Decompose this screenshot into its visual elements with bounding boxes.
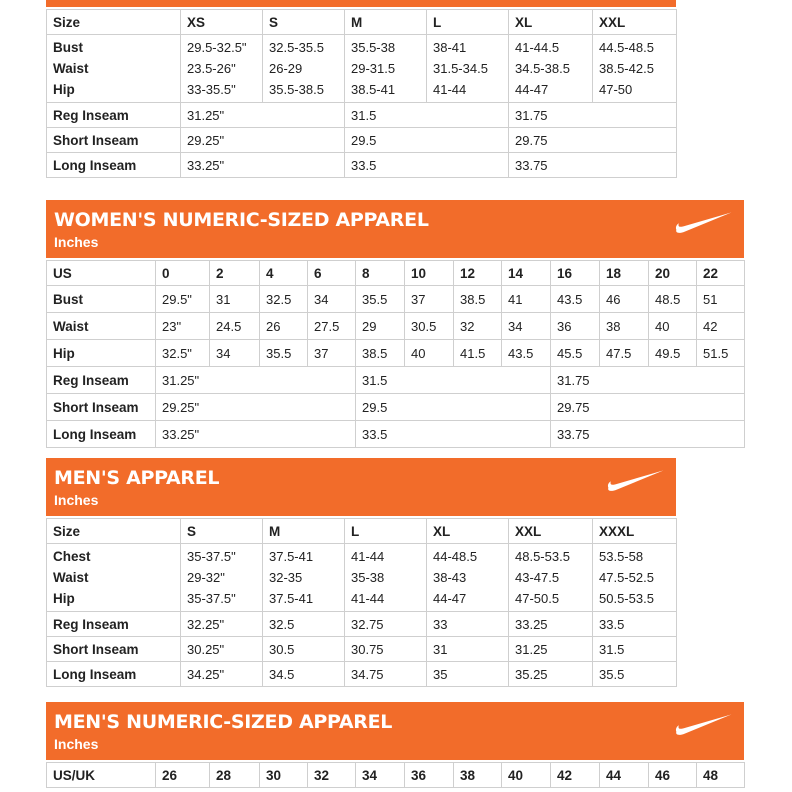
row-label: Reg Inseam: [47, 367, 156, 394]
inseam-cell: 31.75: [551, 367, 745, 394]
table-row: [47, 612, 677, 637]
table-row: [47, 286, 745, 313]
row-label: Reg Inseam: [47, 103, 181, 128]
column-header: 20: [649, 261, 697, 286]
size-cell: 42: [697, 313, 745, 340]
size-cell: 38: [600, 313, 649, 340]
inseam-cell: 33.75: [509, 153, 677, 178]
column-header: 22: [697, 261, 745, 286]
section-title: WOMEN'S NUMERIC-SIZED APPAREL: [54, 209, 429, 231]
size-cell: 32.5-35.5 26-29 35.5-38.5: [263, 35, 345, 103]
table-header-row: [47, 10, 677, 35]
column-header: 26: [156, 763, 210, 788]
row-label: Hip: [53, 591, 75, 606]
size-cell: 45.5: [551, 340, 600, 367]
inseam-cell: 31.5: [356, 367, 551, 394]
column-header: 48: [697, 763, 745, 788]
inseam-cell: 34.25": [181, 662, 263, 687]
size-cell: 29: [356, 313, 405, 340]
inseam-cell: 32.75: [345, 612, 427, 637]
inseam-cell: 31.5: [593, 637, 677, 662]
column-header: 8: [356, 261, 405, 286]
column-header: XL: [427, 519, 509, 544]
table-header-row: [47, 519, 677, 544]
column-header: XXL: [593, 10, 677, 35]
size-cell: 41: [502, 286, 551, 313]
column-header: S: [263, 10, 345, 35]
column-header: 44: [600, 763, 649, 788]
column-header: XS: [181, 10, 263, 35]
size-cell: 32: [454, 313, 502, 340]
column-header: 0: [156, 261, 210, 286]
table-row: [47, 35, 677, 103]
column-header: 42: [551, 763, 600, 788]
size-cell: 41.5: [454, 340, 502, 367]
inseam-cell: 33.75: [551, 421, 745, 448]
measure-labels: [47, 544, 181, 612]
size-cell: 38.5: [356, 340, 405, 367]
table-row: [47, 662, 677, 687]
size-cell: 37: [405, 286, 454, 313]
table-row: [47, 421, 745, 448]
column-header: 30: [260, 763, 308, 788]
row-label: Bust: [53, 40, 83, 55]
size-cell: 44.5-48.5 38.5-42.5 47-50: [593, 35, 677, 103]
size-cell: 48.5-53.5 43-47.5 47-50.5: [509, 544, 593, 612]
inseam-cell: 31.25": [181, 103, 345, 128]
inseam-cell: 30.5: [263, 637, 345, 662]
nike-swoosh-icon: [606, 468, 666, 492]
size-cell: 32.5: [260, 286, 308, 313]
column-header: XL: [509, 10, 593, 35]
column-header: US/UK: [47, 763, 156, 788]
column-header: US: [47, 261, 156, 286]
column-header: 18: [600, 261, 649, 286]
inseam-cell: 31.25": [156, 367, 356, 394]
table-row: [47, 394, 745, 421]
size-cell: 29.5": [156, 286, 210, 313]
size-cell: 35-37.5" 29-32" 35-37.5": [181, 544, 263, 612]
column-header: M: [345, 10, 427, 35]
table-row: [47, 128, 677, 153]
inseam-cell: 29.75: [509, 128, 677, 153]
size-cell: 38-41 31.5-34.5 41-44: [427, 35, 509, 103]
section-unit: Inches: [54, 492, 99, 508]
column-header: 38: [454, 763, 502, 788]
inseam-cell: 34.75: [345, 662, 427, 687]
inseam-cell: 30.75: [345, 637, 427, 662]
section-unit: Inches: [54, 234, 99, 250]
column-header: XXL: [509, 519, 593, 544]
inseam-cell: 33.25: [509, 612, 593, 637]
inseam-cell: 33.5: [593, 612, 677, 637]
column-header: L: [427, 10, 509, 35]
section-title: MEN'S NUMERIC-SIZED APPAREL: [54, 711, 393, 733]
men-numeric-table: [46, 762, 745, 788]
inseam-cell: 33.25": [181, 153, 345, 178]
column-header: 2: [210, 261, 260, 286]
section-unit: Inches: [54, 736, 99, 752]
column-header: Size: [47, 519, 181, 544]
women-alpha-panel: [46, 0, 676, 190]
inseam-cell: 34.5: [263, 662, 345, 687]
size-cell: 29.5-32.5" 23.5-26" 33-35.5": [181, 35, 263, 103]
row-label: Long Inseam: [47, 153, 181, 178]
size-cell: 43.5: [551, 286, 600, 313]
size-cell: 31: [210, 286, 260, 313]
men-numeric-panel: [46, 702, 744, 792]
size-cell: 32.5": [156, 340, 210, 367]
table-row: [47, 367, 745, 394]
size-cell: 43.5: [502, 340, 551, 367]
women-numeric-header: [46, 200, 744, 258]
table-row: [47, 544, 677, 612]
men-numeric-header: [46, 702, 744, 760]
row-label: Waist: [53, 61, 89, 76]
column-header: S: [181, 519, 263, 544]
size-cell: 35.5: [260, 340, 308, 367]
inseam-cell: 29.75: [551, 394, 745, 421]
size-cell: 23": [156, 313, 210, 340]
size-cell: 51.5: [697, 340, 745, 367]
inseam-cell: 31.25: [509, 637, 593, 662]
row-label: Hip: [53, 82, 75, 97]
inseam-cell: 33.5: [345, 153, 509, 178]
size-cell: 46: [600, 286, 649, 313]
size-cell: 30.5: [405, 313, 454, 340]
column-header: 12: [454, 261, 502, 286]
inseam-cell: 33.25": [156, 421, 356, 448]
row-label: Waist: [47, 313, 156, 340]
column-header: 36: [405, 763, 454, 788]
row-label: Chest: [53, 549, 91, 564]
table-header-row: [47, 763, 745, 788]
row-label: Bust: [47, 286, 156, 313]
men-alpha-table: [46, 518, 677, 687]
table-row: [47, 103, 677, 128]
size-cell: 36: [551, 313, 600, 340]
size-cell: 51: [697, 286, 745, 313]
size-cell: 35.5: [356, 286, 405, 313]
nike-swoosh-icon: [674, 712, 734, 736]
size-cell: 48.5: [649, 286, 697, 313]
column-header: 14: [502, 261, 551, 286]
women-alpha-table: [46, 9, 677, 178]
size-cell: 26: [260, 313, 308, 340]
inseam-cell: 32.25": [181, 612, 263, 637]
table-row: [47, 340, 745, 367]
size-cell: 40: [649, 313, 697, 340]
women-alpha-header-strip: [46, 0, 676, 7]
size-cell: 41-44.5 34.5-38.5 44-47: [509, 35, 593, 103]
row-label: Short Inseam: [47, 637, 181, 662]
measure-labels: [47, 35, 181, 103]
inseam-cell: 35.25: [509, 662, 593, 687]
size-cell: 40: [405, 340, 454, 367]
size-cell: 34: [210, 340, 260, 367]
column-header: 4: [260, 261, 308, 286]
table-row: [47, 637, 677, 662]
size-cell: 34: [502, 313, 551, 340]
size-cell: 53.5-58 47.5-52.5 50.5-53.5: [593, 544, 677, 612]
column-header: 10: [405, 261, 454, 286]
row-label: Long Inseam: [47, 421, 156, 448]
column-header: 46: [649, 763, 697, 788]
inseam-cell: 35.5: [593, 662, 677, 687]
row-label: Short Inseam: [47, 128, 181, 153]
size-cell: 35.5-38 29-31.5 38.5-41: [345, 35, 427, 103]
table-row: [47, 153, 677, 178]
row-label: Short Inseam: [47, 394, 156, 421]
column-header: XXXL: [593, 519, 677, 544]
size-cell: 38.5: [454, 286, 502, 313]
row-label: Reg Inseam: [47, 612, 181, 637]
inseam-cell: 29.5: [356, 394, 551, 421]
size-cell: 34: [308, 286, 356, 313]
row-label: Hip: [47, 340, 156, 367]
row-label: Long Inseam: [47, 662, 181, 687]
inseam-cell: 31.75: [509, 103, 677, 128]
men-alpha-header: [46, 458, 676, 516]
column-header: 32: [308, 763, 356, 788]
inseam-cell: 29.5: [345, 128, 509, 153]
column-header: 34: [356, 763, 405, 788]
men-alpha-panel: [46, 458, 676, 694]
size-cell: 24.5: [210, 313, 260, 340]
size-cell: 37: [308, 340, 356, 367]
inseam-cell: 31.5: [345, 103, 509, 128]
size-cell: 41-44 35-38 41-44: [345, 544, 427, 612]
column-header: Size: [47, 10, 181, 35]
size-cell: 49.5: [649, 340, 697, 367]
column-header: 6: [308, 261, 356, 286]
column-header: 28: [210, 763, 260, 788]
size-cell: 47.5: [600, 340, 649, 367]
inseam-cell: 35: [427, 662, 509, 687]
section-title: MEN'S APPAREL: [54, 467, 220, 489]
inseam-cell: 32.5: [263, 612, 345, 637]
inseam-cell: 31: [427, 637, 509, 662]
women-numeric-panel: [46, 200, 744, 446]
size-cell: 37.5-41 32-35 37.5-41: [263, 544, 345, 612]
column-header: M: [263, 519, 345, 544]
nike-swoosh-icon: [674, 210, 734, 234]
inseam-cell: 29.25": [181, 128, 345, 153]
size-cell: 27.5: [308, 313, 356, 340]
column-header: 16: [551, 261, 600, 286]
inseam-cell: 33: [427, 612, 509, 637]
column-header: L: [345, 519, 427, 544]
row-label: Waist: [53, 570, 89, 585]
table-row: [47, 313, 745, 340]
inseam-cell: 30.25": [181, 637, 263, 662]
inseam-cell: 33.5: [356, 421, 551, 448]
table-header-row: [47, 261, 745, 286]
inseam-cell: 29.25": [156, 394, 356, 421]
column-header: 40: [502, 763, 551, 788]
size-cell: 44-48.5 38-43 44-47: [427, 544, 509, 612]
women-numeric-table: [46, 260, 745, 448]
